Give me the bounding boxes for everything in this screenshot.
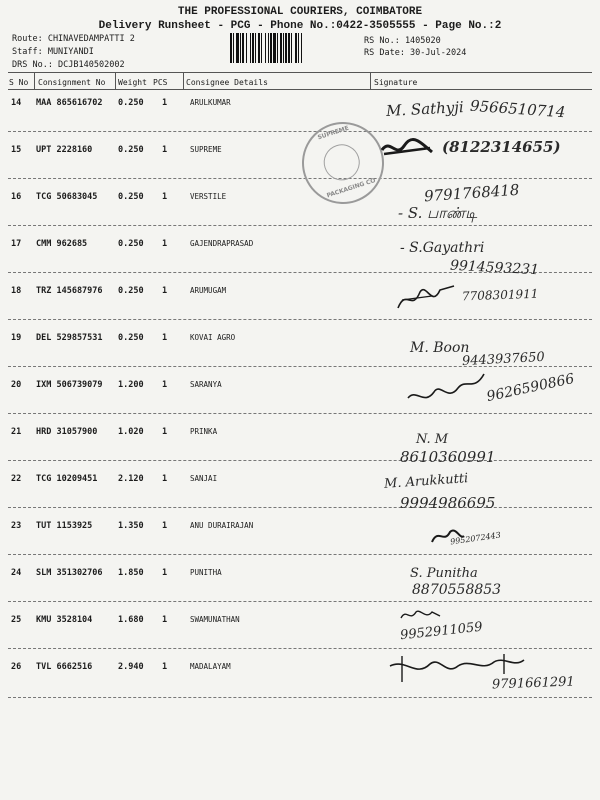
rs-number: RS No.: 1405020 — [364, 36, 441, 46]
stamp-top-text: SUPREME — [316, 124, 350, 142]
column-divider — [183, 72, 184, 89]
rs-date: RS Date: 30-Jul-2024 — [364, 48, 467, 58]
row-consignee: SUPREME — [190, 145, 222, 154]
row-sno: 22 — [11, 474, 22, 484]
row-sno: 20 — [11, 380, 22, 390]
row-weight: 0.250 — [118, 98, 144, 108]
row-consignee: PUNITHA — [190, 568, 222, 577]
row-weight: 2.120 — [118, 474, 144, 484]
handwritten-phone: (8122314655) — [442, 138, 561, 156]
row-pcs: 1 — [162, 145, 168, 155]
row-consignment: TVL 6662516 — [36, 662, 93, 672]
row-sno: 19 — [11, 333, 22, 343]
table-top-rule — [8, 72, 592, 73]
row-pcs: 1 — [162, 615, 168, 625]
row-consignee: PRINKA — [190, 427, 218, 436]
row-separator — [8, 507, 592, 508]
row-consignment: UPT 2228160 — [36, 145, 93, 155]
row-separator — [8, 178, 592, 179]
row-consignment: HRD 31057900 — [36, 427, 98, 437]
col-header-weight: Weight — [118, 78, 147, 87]
row-consignee: SWAMUNATHAN — [190, 615, 240, 624]
col-header-signature: Signature — [374, 78, 418, 87]
row-sno: 26 — [11, 662, 22, 672]
handwritten-phone: 8610360991 — [400, 448, 496, 466]
handwritten-signature: M. Arukkutti — [383, 471, 469, 492]
row-pcs: 1 — [162, 286, 168, 296]
row-sno: 18 — [11, 286, 22, 296]
handwritten-phone: 9566510714 — [469, 96, 566, 122]
row-pcs: 1 — [162, 98, 168, 108]
row-weight: 0.250 — [118, 286, 144, 296]
row-consignment: MAA 865616702 — [36, 98, 103, 108]
row-weight: 0.250 — [118, 192, 144, 202]
handwritten-signature: S. Punitha — [410, 566, 478, 581]
row-separator — [8, 225, 592, 226]
row-sno: 25 — [11, 615, 22, 625]
column-divider — [34, 72, 35, 89]
row-separator — [8, 413, 592, 414]
row-pcs: 1 — [162, 239, 168, 249]
row-consignment: TUT 1153925 — [36, 521, 93, 531]
row-consignment: KMU 3528104 — [36, 615, 93, 625]
signature-scribble — [404, 368, 488, 410]
company-name: THE PROFESSIONAL COURIERS, COIMBATORE — [177, 6, 423, 18]
row-consignee: ANU DURAIRAJAN — [190, 521, 254, 530]
handwritten-phone: 9443937650 — [461, 349, 546, 370]
handwritten-signature: - S. பாண்டி — [398, 204, 478, 222]
row-consignment: CMM 962685 — [36, 239, 88, 249]
row-weight: 2.940 — [118, 662, 144, 672]
row-consignee: GAJENDRAPRASAD — [190, 239, 254, 248]
row-sno: 24 — [11, 568, 22, 578]
row-consignee: SARANYA — [190, 380, 222, 389]
handwritten-phone: 9791661291 — [491, 674, 575, 693]
route-label: Route: CHINAVEDAMPATTI 2 — [12, 34, 135, 44]
row-consignee: ARULKUMAR — [190, 98, 231, 107]
row-weight: 1.200 — [118, 380, 144, 390]
row-consignee: ARUMUGAM — [190, 286, 227, 295]
row-weight: 1.680 — [118, 615, 144, 625]
row-consignment: DEL 529857531 — [36, 333, 103, 343]
staff-label: Staff: MUNIYANDI — [12, 47, 94, 57]
row-consignee: KOVAI AGRO — [190, 333, 236, 342]
stamp-inner-circle — [319, 140, 364, 185]
signature-scribble — [378, 136, 438, 162]
runsheet-title: Delivery Runsheet - PCG - Phone No.:0422-3505555 - Page No.:2 — [98, 20, 502, 32]
row-separator — [8, 131, 592, 132]
row-separator — [8, 648, 592, 649]
row-separator — [8, 697, 592, 698]
row-pcs: 1 — [162, 568, 168, 578]
handwritten-phone: 9791768418 — [423, 180, 520, 206]
col-header-pcs: PCS — [153, 78, 168, 87]
row-sno: 16 — [11, 192, 22, 202]
col-header-consignment: Consignment No — [38, 78, 106, 87]
signature-scribble — [392, 278, 464, 318]
row-separator — [8, 319, 592, 320]
column-divider — [370, 72, 371, 89]
stamp-bottom-text: PACKAGING CO — [325, 177, 377, 200]
row-sno: 14 — [11, 98, 22, 108]
row-pcs: 1 — [162, 192, 168, 202]
row-weight: 1.850 — [118, 568, 144, 578]
handwritten-phone: 9994986695 — [400, 494, 496, 512]
barcode — [230, 33, 355, 63]
row-separator — [8, 460, 592, 461]
row-weight: 1.020 — [118, 427, 144, 437]
row-consignment: TRZ 145687976 — [36, 286, 103, 296]
handwritten-phone: 7708301911 — [461, 286, 539, 304]
row-consignment: SLM 351302706 — [36, 568, 103, 578]
row-consignee: MADALAYAM — [190, 662, 231, 671]
handwritten-signature: - S.Gayathri — [400, 240, 485, 256]
row-pcs: 1 — [162, 380, 168, 390]
barcode-bar — [302, 33, 303, 63]
row-pcs: 1 — [162, 427, 168, 437]
drs-number: DRS No.: DCJB140502002 — [12, 60, 125, 70]
row-consignment: TCG 10209451 — [36, 474, 98, 484]
row-consignment: TCG 50683045 — [36, 192, 98, 202]
handwritten-signature: M. Sathyji — [385, 97, 465, 121]
company-stamp — [291, 111, 394, 214]
handwritten-phone: 9952072443 — [449, 530, 502, 547]
row-pcs: 1 — [162, 474, 168, 484]
row-sno: 17 — [11, 239, 22, 249]
signature-scribble — [398, 606, 442, 624]
column-divider — [115, 72, 116, 89]
handwritten-phone: 8870558853 — [412, 582, 502, 598]
handwritten-phone: 9952911059 — [399, 619, 484, 644]
col-header-sno: S No — [9, 78, 29, 87]
handwritten-phone: 9914593231 — [449, 257, 540, 279]
col-header-consignee: Consignee Details — [186, 78, 268, 87]
row-separator — [8, 601, 592, 602]
row-consignee: VERSTILE — [190, 192, 227, 201]
row-sno: 21 — [11, 427, 22, 437]
row-pcs: 1 — [162, 333, 168, 343]
table-header-rule — [8, 89, 592, 90]
row-sno: 15 — [11, 145, 22, 155]
row-weight: 1.350 — [118, 521, 144, 531]
row-weight: 0.250 — [118, 145, 144, 155]
row-pcs: 1 — [162, 521, 168, 531]
row-pcs: 1 — [162, 662, 168, 672]
handwritten-signature: N. M — [416, 432, 449, 447]
handwritten-phone: 9626590866 — [485, 370, 576, 406]
row-sno: 23 — [11, 521, 22, 531]
row-consignment: IXM 506739079 — [36, 380, 103, 390]
row-weight: 0.250 — [118, 239, 144, 249]
row-separator — [8, 554, 592, 555]
row-weight: 0.250 — [118, 333, 144, 343]
row-consignee: SANJAI — [190, 474, 218, 483]
handwritten-signature: M. Boon — [410, 340, 470, 356]
